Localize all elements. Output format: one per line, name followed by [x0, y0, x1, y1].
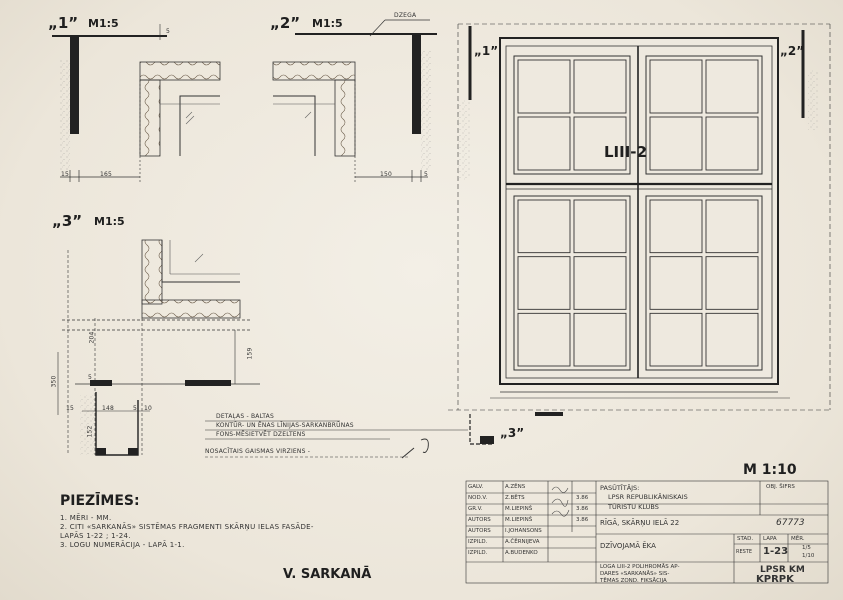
dim-204: 204 — [88, 331, 96, 344]
date-2: 3.86 — [576, 506, 589, 512]
building-name: DZĪVOJAMĀ ĒKA — [600, 542, 656, 550]
dim-159: 159 — [246, 347, 254, 360]
elevation-scale: M 1:10 — [743, 462, 797, 478]
sheet-number: 1-23 — [763, 546, 789, 557]
role-2: GR.V. — [468, 506, 483, 512]
notes-item-2: 2. CITI «SARKANĀS» SISTĒMAS FRAGMENTI SKĀRŅU IELAS FASĀDE- — [60, 523, 314, 531]
detail-3-mark: „3” — [52, 212, 83, 230]
author-signature: V. SARKANĀ — [283, 567, 372, 582]
window-elevation — [448, 24, 830, 444]
detail-2-dim-a: 150 — [380, 171, 393, 178]
role-0: GALV. — [468, 484, 484, 490]
window-label: LIII-2 — [604, 143, 647, 161]
dim-350: 350 — [50, 375, 58, 388]
notes-item-1: 1. MĒRI - MM. — [60, 514, 112, 522]
role-6: IZPILD. — [468, 550, 488, 556]
scale-value-a: 1/5 — [802, 545, 811, 551]
detail-1-dim-side: 5 — [166, 28, 171, 35]
elevation-mark-3: „3” — [500, 426, 525, 440]
notes-item-3: LAPĀS 1-22 ; 1-24. — [60, 532, 131, 540]
client-name-2: TŪRISTU KLUBS — [608, 503, 659, 511]
role-4: AUTORS — [468, 528, 491, 534]
dim-148: 148 — [102, 405, 115, 412]
stage-label: STAD. — [737, 536, 754, 542]
description-1: LOGA LIII-2 POLIHROMĀS AP- — [600, 564, 680, 570]
dim-5b: 5 — [133, 405, 138, 412]
client-name: LPSR REPUBLIKĀNISKAIS — [608, 493, 688, 501]
elevation-mark-1: „1” — [474, 44, 499, 58]
role-5: IZPILD. — [468, 539, 488, 545]
dim-15: 15 — [66, 405, 75, 412]
name-4: I.JOHANSONS — [505, 528, 542, 534]
notes-title: PIEZĪMES: — [60, 493, 140, 509]
detail-2 — [273, 20, 437, 182]
sheet-label: LAPA — [763, 536, 777, 542]
role-3: AUTORS — [468, 517, 491, 523]
client-label: PASŪTĪTĀJS: — [600, 484, 640, 492]
object-code: 67773 — [776, 518, 805, 528]
name-1: Z.BĒTS — [505, 495, 525, 501]
dzega-label: DZEGA — [394, 12, 417, 19]
name-5: A.ČĒRNIJEVA — [505, 539, 540, 545]
name-2: M.LIEPINŠ — [505, 506, 533, 512]
legend-line-1: DETAĻAS - BALTAS — [216, 413, 274, 420]
detail-1 — [52, 24, 220, 182]
detail-3-scale: M1:5 — [94, 215, 125, 228]
legend-line-3: FONS-MĒSIETVĒT DZELTENS — [216, 431, 306, 438]
detail-1-scale: M1:5 — [88, 17, 119, 30]
signature-marks — [552, 487, 569, 516]
elevation-mark-2: „2” — [780, 44, 805, 58]
dim-10: 10 — [144, 405, 153, 412]
role-1: NOD.V. — [468, 495, 488, 501]
detail-1-dim-b: 165 — [100, 171, 113, 178]
object-label: OBJ. ŠIFRS — [766, 484, 795, 490]
dim-5a: 5 — [88, 374, 93, 381]
dim-152: 152 — [86, 425, 94, 438]
stage-value: RESTE — [736, 549, 753, 555]
notes-item-4: 3. LOGU NUMERĀCIJA - LAPĀ 1-1. — [60, 541, 185, 549]
legend-arrow-note: NOSACĪTAIS GAISMAS VIRZIENS - — [205, 448, 311, 455]
scale-value-b: 1/10 — [802, 553, 815, 559]
description-2: DARES «SARKANĀS» SIS- — [600, 571, 670, 577]
name-6: A.BUDENKO — [505, 550, 538, 556]
detail-1-mark: „1” — [48, 14, 79, 32]
name-3: M.LIEPINŠ — [505, 517, 533, 523]
date-1: 3.86 — [576, 495, 589, 501]
description-3: TĒMAS ZOND. FIKSĀCIJA — [600, 578, 667, 584]
organization-2: KPRPK — [756, 574, 794, 585]
scale-label: MĒR. — [791, 536, 805, 542]
detail-2-mark: „2” — [270, 14, 301, 32]
address: RĪGĀ, SKĀRŅU IELĀ 22 — [600, 519, 680, 527]
name-0: A.ZĒNS — [505, 484, 526, 490]
legend-line-2: KONTŪR- UN ĒNAS LĪNIJAS-SARKANBRŪNAS — [216, 422, 354, 429]
date-3: 3.86 — [576, 517, 589, 523]
organization-1: LPSR KM — [760, 565, 805, 575]
detail-2-dim-b: 5 — [424, 171, 429, 178]
detail-1-dim-a: 15 — [61, 171, 70, 178]
detail-2-scale: M1:5 — [312, 17, 343, 30]
